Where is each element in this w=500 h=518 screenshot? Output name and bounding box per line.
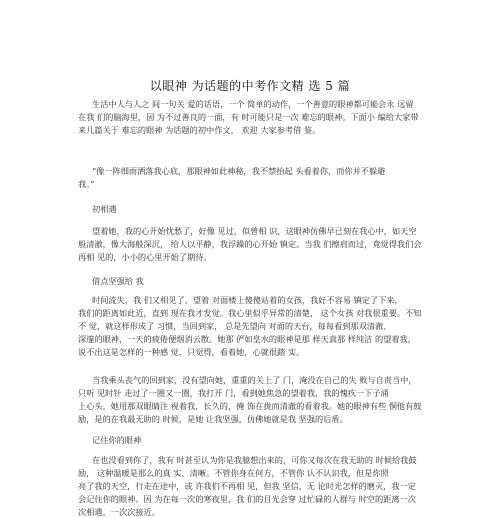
section-heading-remember-eyes: 记住你的眼神: [92, 435, 142, 445]
text-line: 不 觉，就这样形成了 习惯，当回到家， 总是先望向 对面的天台，每每看到那双清澈、: [78, 321, 392, 331]
text-line: 时间流失，我 们又相见了。望着 对面楼上傻傻站着的女孩，我好不容易 镇定了下来，: [92, 295, 403, 305]
text-line: 只听 见时针 走过了一圈又一圈，我打开 门，看到她焦急的望着我，我的愧疚一下子涌: [78, 388, 389, 398]
text-line: 来几篇关于 难忘的眼神 为话题的初中作文， 欢迎 大家参考借 鉴。: [78, 125, 321, 135]
section-heading-first-meeting: 初相遇: [92, 204, 117, 214]
text-line: 在也没看到你了，我有 时甚至认为你是我臆想出来的，可你又每次在我无助的 时候给我鼓: [92, 455, 417, 465]
text-line: 励， 这种温暖是那么的真 实，清晰。不管你身在何方，不管你 认不认识我，但是你照: [78, 468, 389, 478]
text-line: 生活中人与人之 间一句关 爱的话语，一个 简单的动作，一个善意的眼神都可能会永 远留: [92, 99, 414, 109]
text-line: 励，是的在我最无助的 时候，是她 让我坚强，仿佛她就是我 坚强的后盾。: [78, 414, 348, 424]
text-line: 上心头，她用那双眼睛注 视着我，长久的，掩 饰在拢而清澈的看着我。她的眼神有些 恫他有鼓: [78, 401, 422, 411]
text-line: 再相 见的，小小的心里开始了期待。: [78, 252, 212, 262]
document-title: 以眼神 为话题的中考作文精 选 5 篇: [149, 79, 351, 93]
text-line: 次相遇，一次次接近。: [78, 507, 160, 517]
text-line: 亮了我的天空，行走在途中，或 许我们不再相 见，但我 坚信，无 论时光怎样的磨灭，我一定: [78, 481, 416, 491]
text-line: 深邃的眼神，一天的疲倦便烟消云散。她那 俨如皇水的眼神是那 样天真那 样纯洁 的望着我，: [78, 334, 416, 344]
text-line: 当我乘头丧气的回到家，没有望向她，重重的关上了 门，淹没在自己的失 败与自责当中，: [92, 375, 417, 385]
text-line: 我们的距离如此近，直到 现在我才发觉。我心里似乎异常的清楚， 这个女孩 对我很重要。不知: [78, 308, 422, 318]
text-line: 会记住你的眼神。因 为在每一次的寒夜里，我 们的目光会穿 过忙碌的人群与 时空的距离一次: [78, 494, 416, 504]
text-line: “像一阵细雨洒落我心底，那眼神如此神秘，我不禁抬起 头看着你，而你并不躲避: [92, 166, 386, 176]
text-line: 说不出这是怎样的一种感 觉，只觉得，看着她，心就很踏 实。: [78, 347, 305, 357]
section-heading-lend-strength: 借点坚强给 我: [92, 276, 144, 286]
text-line: 般清澈，像大海般深沉， 给人以平静，我浮躁的心开始 镇定。当我 们擦肩而过，竟觉得我们会: [78, 239, 422, 249]
text-line: 在我 们的脑海里，因 为不过善良的一面，有 时可能只是一次 难忘的眼神。下面小 编给大家带: [78, 112, 419, 122]
text-line: 望着她，我的心开始忧愁了，好像 见过，似曾相 识，这眼神仿佛早已刻在我心中，如天空: [92, 226, 417, 236]
text-line: 我。”: [78, 179, 95, 189]
